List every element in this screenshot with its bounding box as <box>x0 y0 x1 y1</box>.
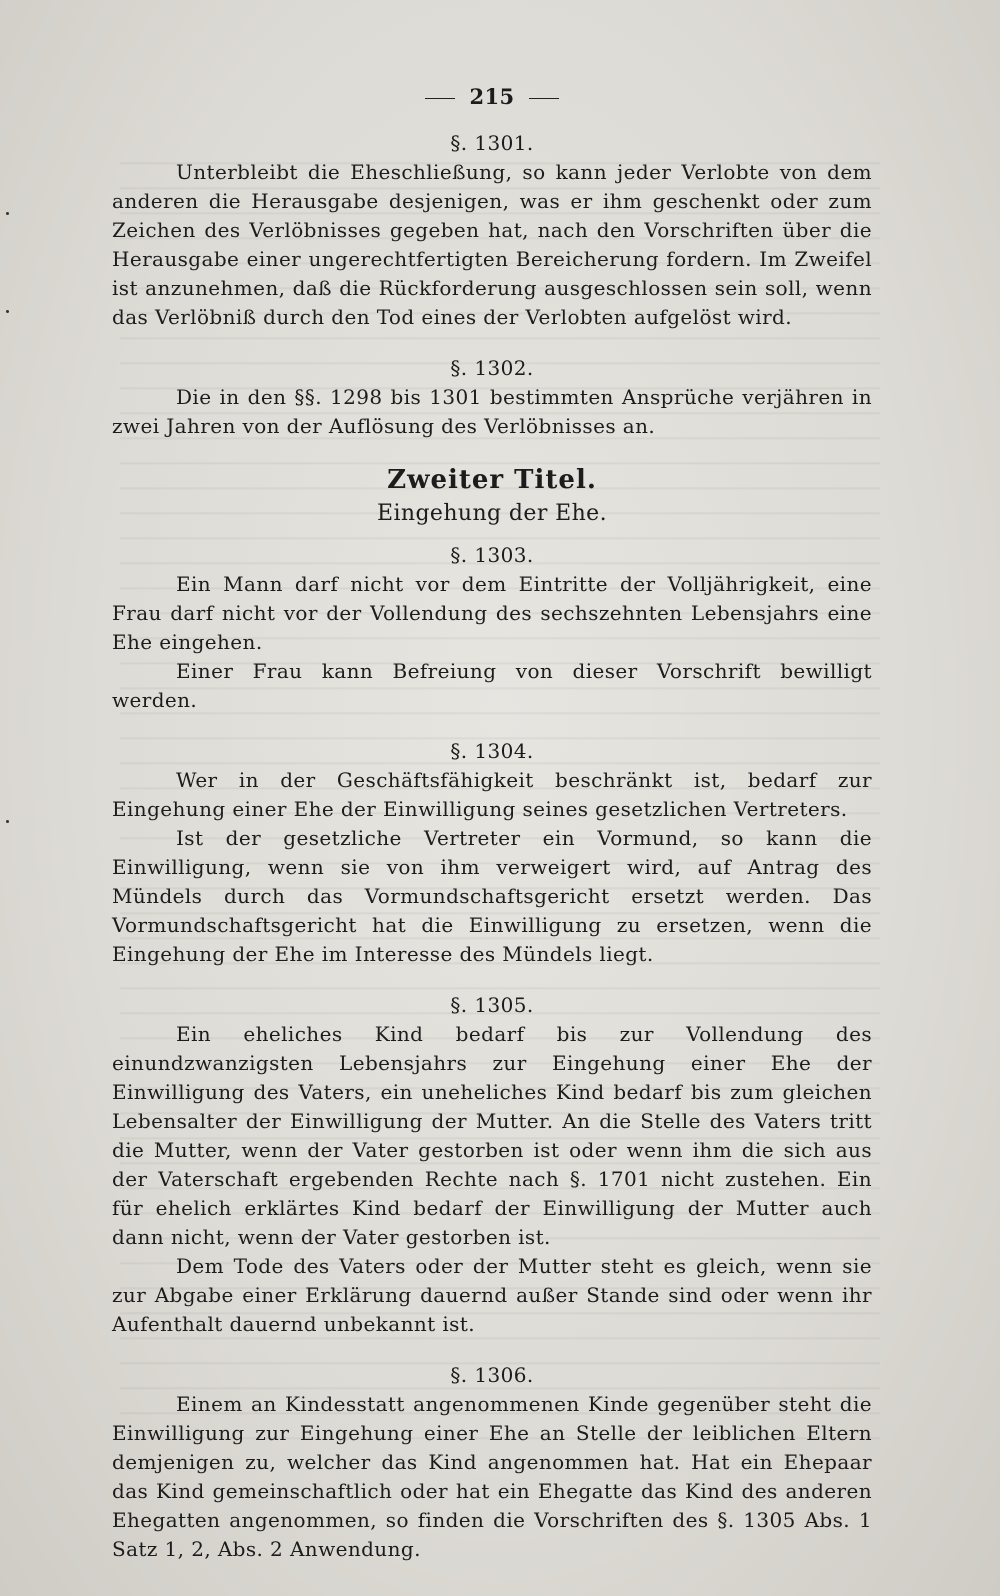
paragraph: Unterbleibt die Eheschließung, so kann jeder Verlobte von dem anderen die Herausgabe desjenigen, was er ihm geschenkt oder zum Zeichen des Verlöbnisses gegeben hat, nach den Vorschriften über die Herausgabe einer ungerechtfertigten Bereicherung fordern. Im Zweifel ist anzunehmen, daß die Rückforderung ausgeschlossen sein soll, wenn das Verlöbniß durch den Tod eines der Verlobten aufgelöst wird. <box>112 160 872 329</box>
section-heading: §. 1306. <box>450 1363 534 1387</box>
section-heading: §. 1305. <box>450 993 534 1017</box>
section-1304 <box>112 737 872 969</box>
paragraph: Dem Tode des Vaters oder der Mutter steht es gleich, wenn sie zur Abgabe einer Erklärung dauernd außer Stande sind oder wenn ihr Aufenthalt dauernd unbekannt ist. <box>112 1254 872 1336</box>
section-heading: §. 1304. <box>450 739 534 763</box>
page-body <box>112 82 872 1586</box>
paragraph: Ist der gesetzliche Vertreter ein Vormund, so kann die Einwilligung, wenn sie von ihm verweigert wird, auf Antrag des Mündels durch das Vormundschaftsgericht ersetzt werden. Das Vormundschaftsgericht hat die Einwilligung zu ersetzen, wenn die Eingehung der Ehe im Interesse des Mündels liegt. <box>112 826 872 966</box>
section-1305 <box>112 991 872 1339</box>
margin-speck <box>6 212 9 215</box>
section-heading: §. 1301. <box>450 131 534 155</box>
section-1303 <box>112 541 872 715</box>
section-1302 <box>112 354 872 441</box>
paragraph: Einem an Kindesstatt angenommenen Kinde gegenüber steht die Einwilligung zur Eingehung einer Ehe an Stelle der leiblichen Eltern demjenigen zu, welcher das Kind angenommen hat. Hat ein Ehepaar das Kind gemeinschaftlich oder hat ein Ehegatte das Kind des anderen Ehegatten angenommen, so finden die Vorschriften des §. 1305 Abs. 1 Satz 1, 2, Abs. 2 Anwendung. <box>112 1392 872 1561</box>
title-heading: Zweiter Titel. <box>387 465 597 495</box>
paragraph: Ein eheliches Kind bedarf bis zur Vollendung des einundzwanzigsten Lebensjahrs zur Eingehung einer Ehe der Einwilligung des Vaters, ein uneheliches Kind bedarf bis zum gleichen Lebensalter der Einwilligung der Mutter. An die Stelle des Vaters tritt die Mutter, wenn der Vater gestorben ist oder wenn ihm die sich aus der Vaterschaft ergebenden Rechte nach §. 1701 nicht zustehen. Ein für ehelich erklärtes Kind bedarf der Einwilligung der Mutter auch dann nicht, wenn der Vater gestorben ist. <box>112 1022 872 1249</box>
margin-speck <box>6 820 9 823</box>
page-number <box>112 82 872 111</box>
paragraph: Die in den §§. 1298 bis 1301 bestimmten Ansprüche verjähren in zwei Jahren von der Auflösung des Verlöbnisses an. <box>112 385 872 438</box>
page-number-text: 215 <box>469 84 515 109</box>
paragraph: Wer in der Geschäftsfähigkeit beschränkt ist, bedarf zur Eingehung einer Ehe der Einwilligung seines gesetzlichen Vertreters. <box>112 768 872 821</box>
section-1306 <box>112 1361 872 1564</box>
paragraph: Ein Mann darf nicht vor dem Eintritte der Volljährigkeit, eine Frau darf nicht vor der Vollendung des sechszehnten Lebensjahrs eine Ehe eingehen. <box>112 572 872 654</box>
paragraph: Einer Frau kann Befreiung von dieser Vorschrift bewilligt werden. <box>112 659 872 712</box>
margin-speck <box>6 310 9 313</box>
section-heading: §. 1302. <box>450 356 534 380</box>
section-1301 <box>112 129 872 332</box>
section-heading: §. 1303. <box>450 543 534 567</box>
subtitle-heading: Eingehung der Ehe. <box>376 501 607 526</box>
